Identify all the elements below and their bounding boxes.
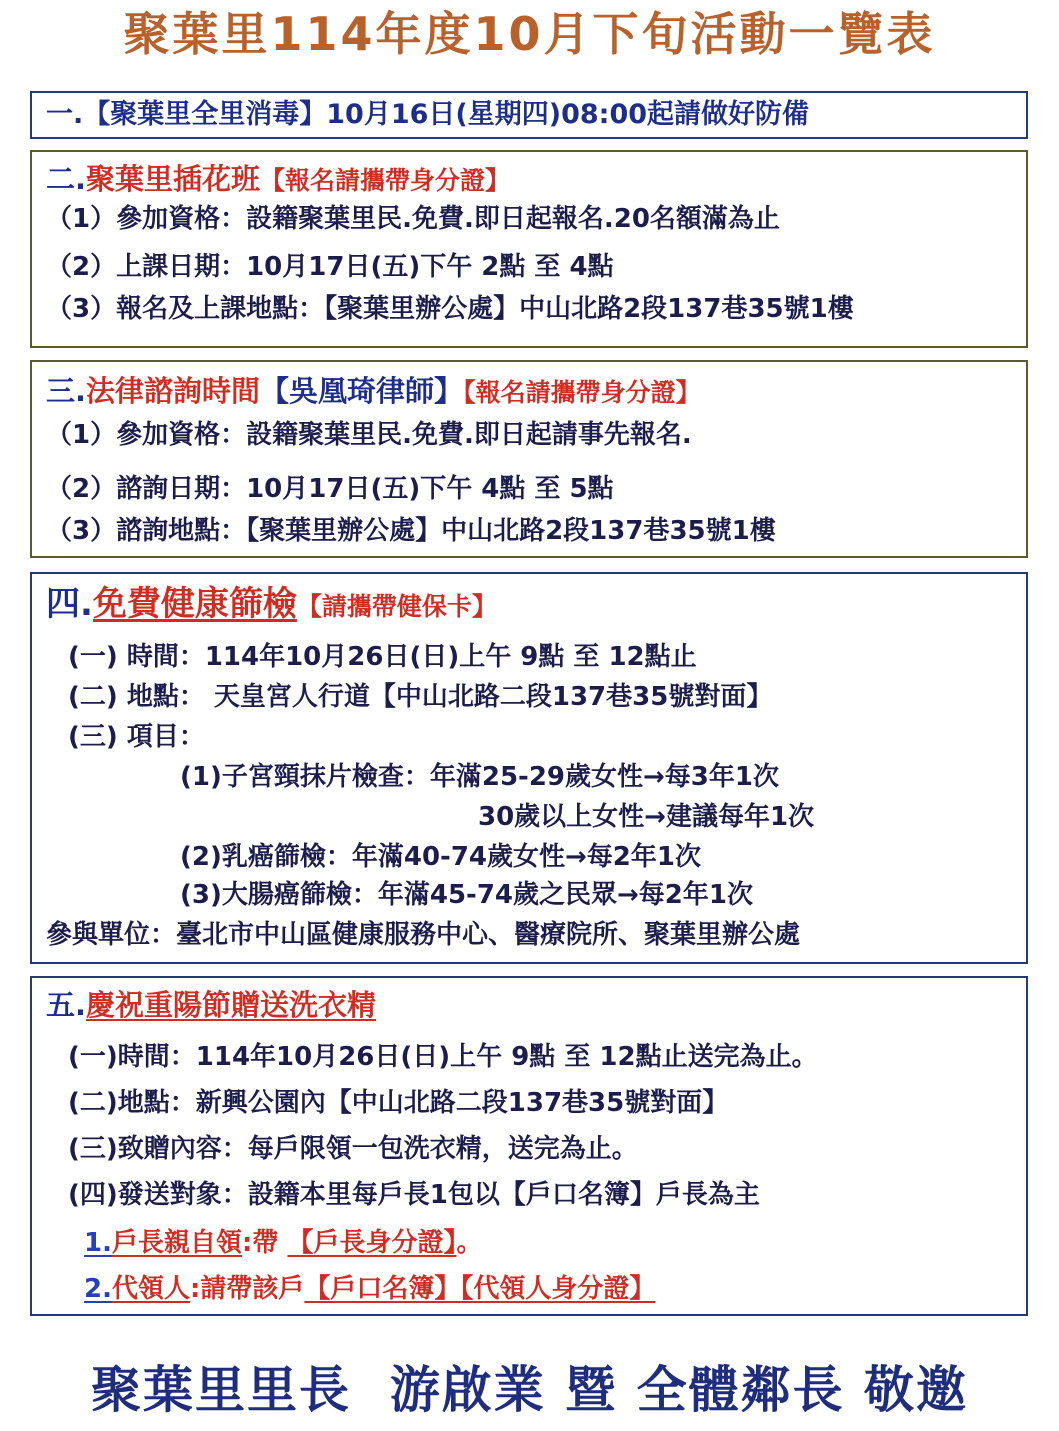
health-item-2: (2)乳癌篩檢：年滿40-74歲女性→每2年1次 (180, 842, 701, 872)
section-health-screening (30, 572, 1028, 964)
flower-class-line-3: （3）報名及上課地點：【聚葉里辦公處】中山北路2段137巷35號1樓 (46, 294, 854, 324)
disinfection-text: 一.【聚葉里全里消毒】10月16日(星期四)08:00起請做好防備 (46, 99, 810, 130)
health-items-label: (三) 項目： (68, 722, 205, 752)
sub-number: 1. (84, 1228, 112, 1258)
section-number: 二. (46, 162, 87, 196)
legal-heading: 法律諮詢時間 (86, 374, 261, 408)
sub-2-bring: 請帶該戶 (200, 1274, 305, 1304)
sub-1-end: 。 (456, 1228, 483, 1258)
flower-class-heading: 聚葉里插花班 (86, 162, 261, 196)
sub-1-label: 戶長親自領 (111, 1228, 242, 1258)
section-legal-consult (30, 360, 1028, 558)
sub-2-colon: : (189, 1274, 201, 1304)
sub-1-doc: 【戶長身分證】 (287, 1228, 457, 1258)
gift-target: (四)發送對象：設籍本里每戶長1包以【戶口名簿】戶長為主 (68, 1180, 760, 1210)
section-number: 四. (46, 584, 93, 624)
sub-2-doc-1: 【戶口名簿】 (304, 1274, 461, 1304)
flower-class-line-2: （2）上課日期：10月17日(五)下午 2點 至 4點 (46, 252, 614, 282)
health-heading: 免費健康篩檢 (92, 584, 297, 624)
section-number: 三. (46, 374, 87, 408)
gift-sub-2 (84, 1274, 655, 1305)
health-heading-row (46, 584, 497, 625)
flower-class-line-1: （1）參加資格：設籍聚葉里民.免費.即日起報名.20名額滿為止 (46, 204, 780, 234)
sub-2-label: 代領人 (111, 1274, 190, 1304)
section-disinfection (30, 91, 1028, 139)
page-title: 聚葉里114年度10月下旬活動一覽表 (123, 7, 936, 61)
section-detergent-gift (30, 976, 1028, 1316)
health-note: 【請攜帶健保卡】 (296, 592, 497, 621)
gift-place: (二)地點：新興公園內【中山北路二段137巷35號對面】 (68, 1088, 729, 1118)
sub-1-colon: : (241, 1228, 253, 1258)
gift-heading: 慶祝重陽節贈送洗衣精 (86, 988, 377, 1022)
health-place: (二) 地點： 天皇宮人行道【中山北路二段137巷35號對面】 (68, 682, 773, 712)
sub-number: 2. (84, 1274, 112, 1304)
gift-sub-1 (84, 1228, 482, 1259)
health-item-3: (3)大腸癌篩檢：年滿45-74歲之民眾→每2年1次 (180, 880, 753, 910)
gift-content: (三)致贈內容：每戶限領一包洗衣精，送完為止。 (68, 1134, 638, 1164)
section-number: 五. (46, 988, 87, 1022)
section-flower-class (30, 150, 1028, 348)
sub-2-doc-2: 【代領人身分證】 (460, 1274, 656, 1304)
flower-class-heading-row (46, 162, 510, 197)
sub-1-bring: 帶 (252, 1228, 288, 1258)
gift-time: (一)時間：114年10月26日(日)上午 9點 至 12點止送完為止。 (68, 1042, 818, 1072)
legal-line-3: （3）諮詢地點：【聚葉里辦公處】中山北路2段137巷35號1樓 (46, 516, 776, 546)
legal-heading-row (46, 374, 701, 409)
legal-line-1: （1）參加資格：設籍聚葉里民.免費.即日起請事先報名. (46, 420, 692, 450)
footer-signature: 聚葉里里長 游啟業 暨 全體鄰長 敬邀 (90, 1361, 969, 1419)
gift-heading-row (46, 988, 376, 1023)
health-item-1a: (1)子宮頸抹片檢查：年滿25-29歲女性→每3年1次 (180, 762, 779, 792)
health-units: 參與單位：臺北市中山區健康服務中心、醫療院所、聚葉里辦公處 (46, 920, 801, 950)
legal-line-2: （2）諮詢日期：10月17日(五)下午 4點 至 5點 (46, 474, 614, 504)
lawyer-name: 【吳凰琦律師】 (260, 374, 464, 408)
health-time: (一) 時間：114年10月26日(日)上午 9點 至 12點止 (68, 642, 697, 672)
health-item-1b: 30歲以上女性→建議每年1次 (478, 802, 815, 832)
legal-note: 【報名請攜帶身分證】 (463, 378, 701, 407)
flower-class-note: 【報名請攜帶身分證】 (260, 166, 511, 195)
